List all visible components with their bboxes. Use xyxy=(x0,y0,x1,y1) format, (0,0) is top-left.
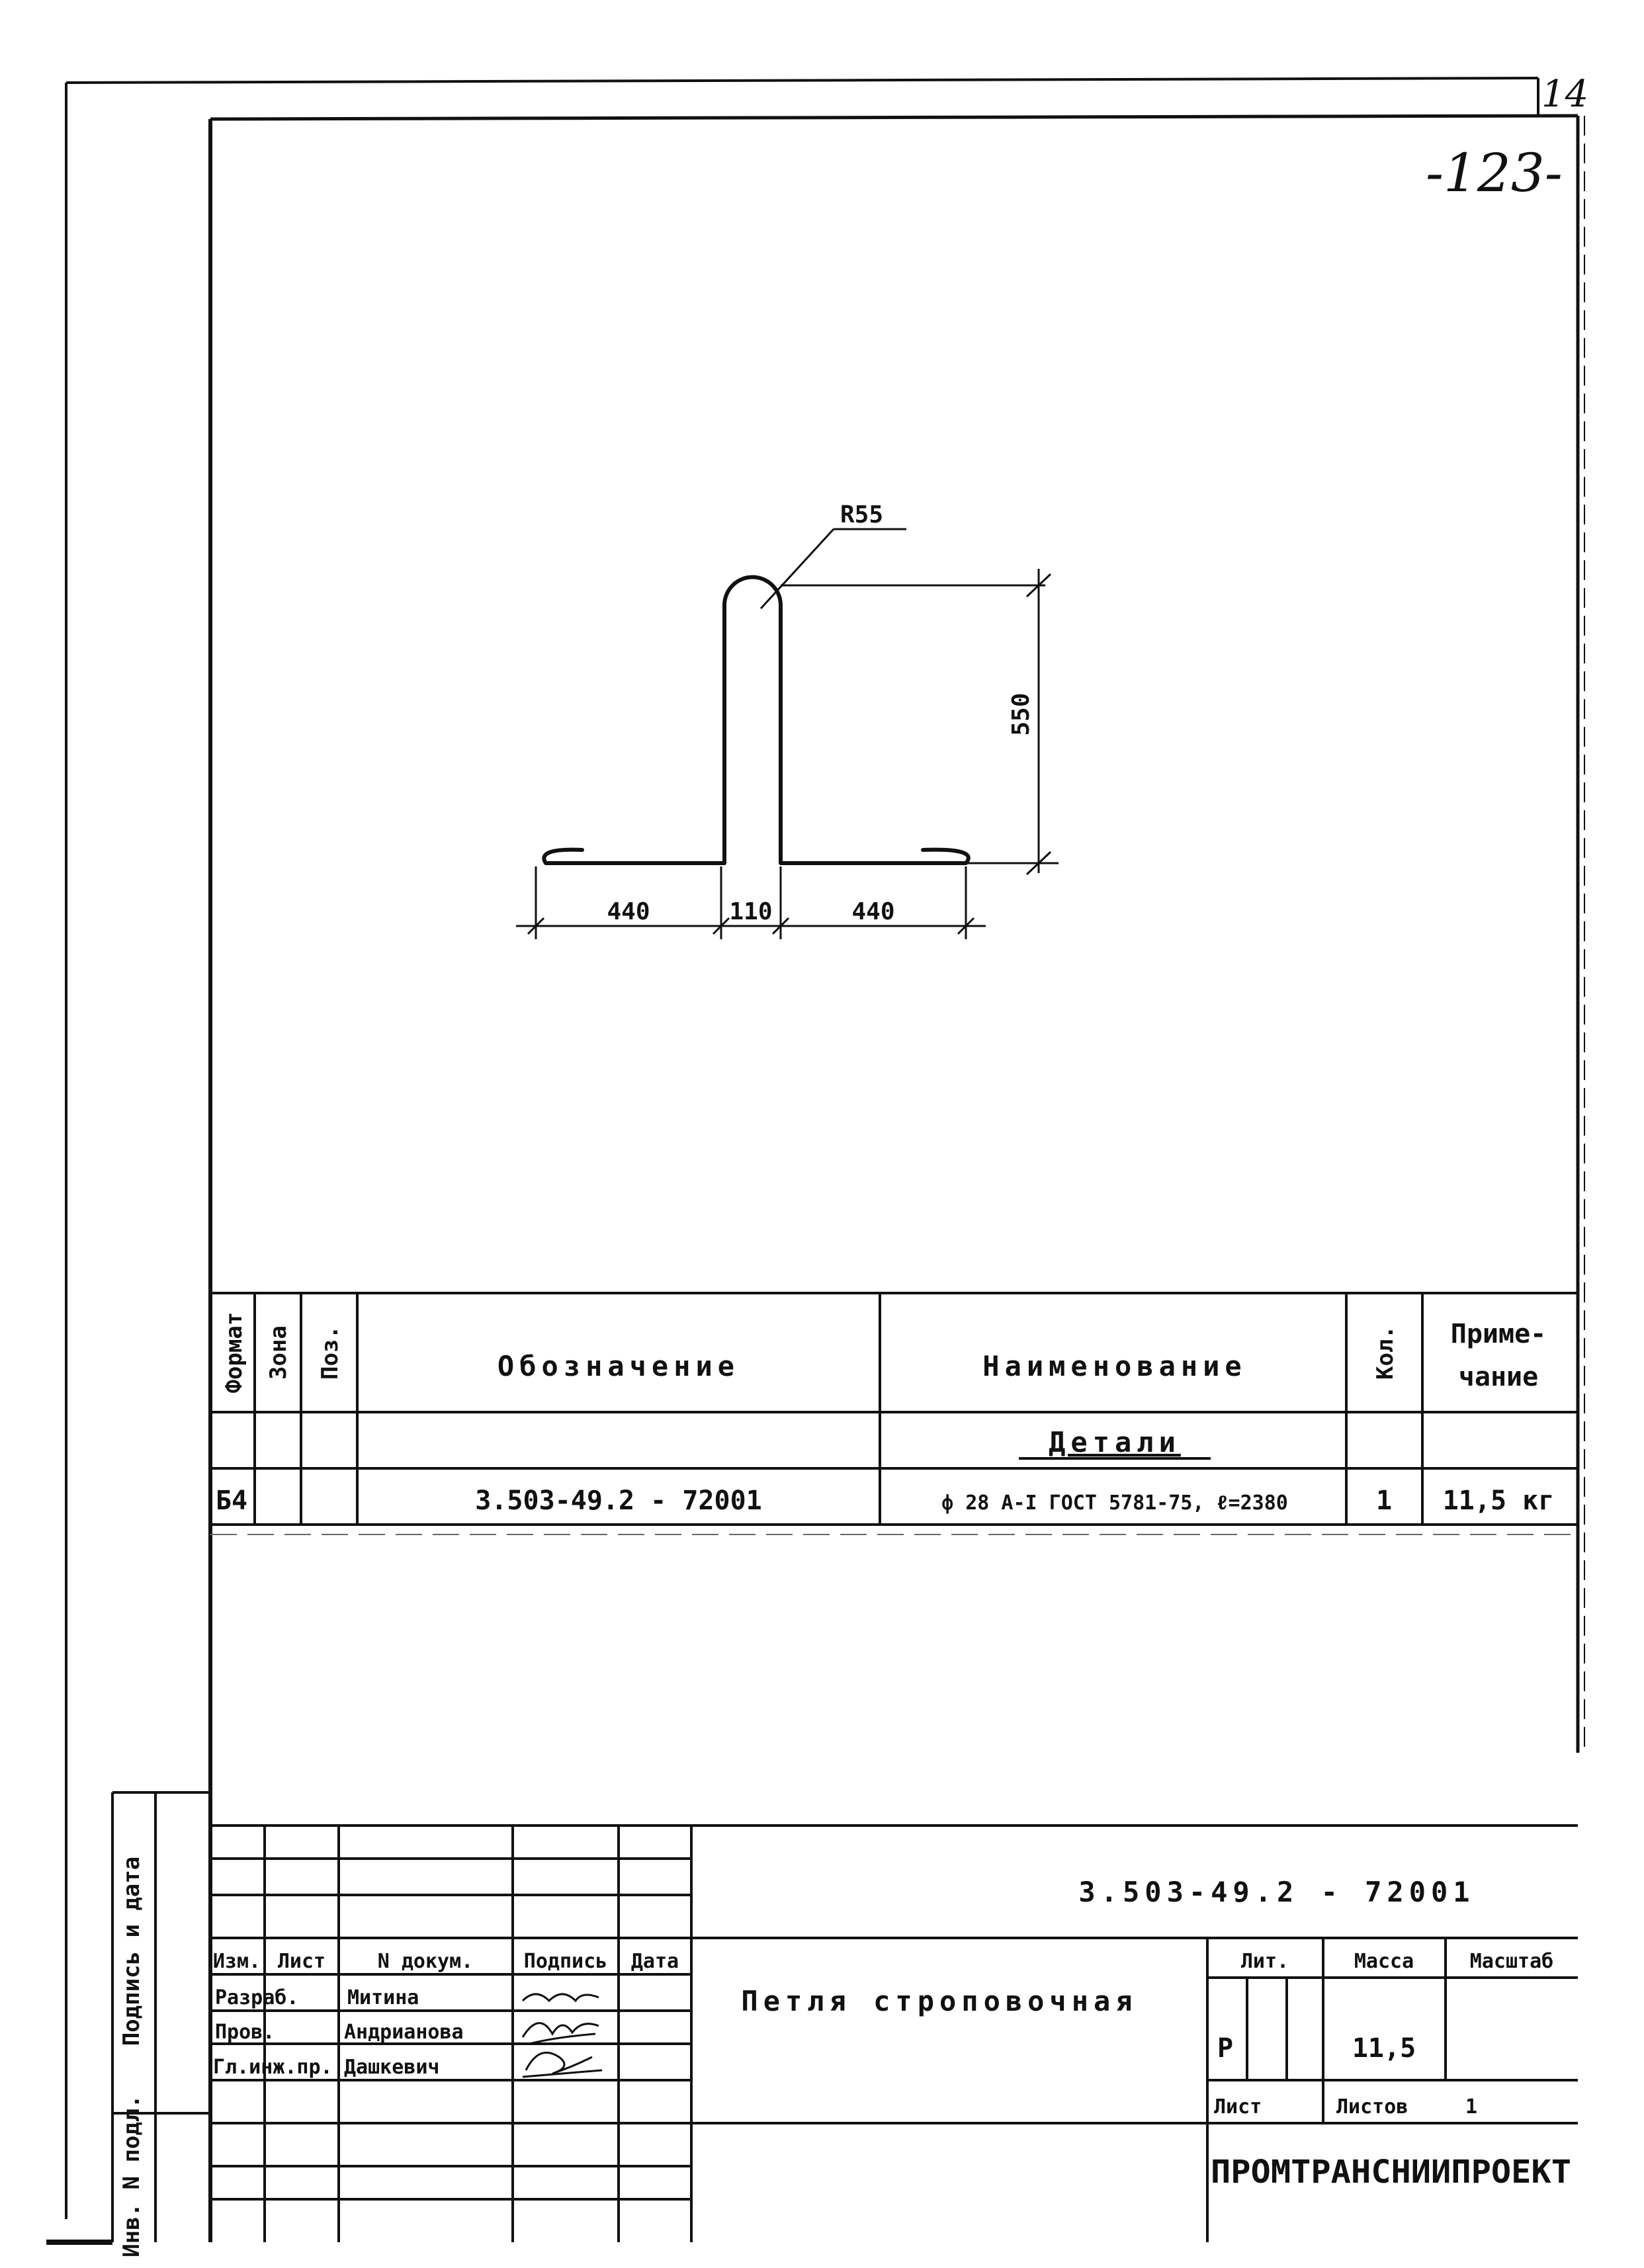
side-stamp-sign-date: Подпись и дата xyxy=(118,1856,145,2046)
sheet-frame xyxy=(46,78,1584,2242)
row-format: Б4 xyxy=(215,1486,248,1516)
dimensions xyxy=(516,529,1059,939)
header-designation: Обозначение xyxy=(497,1350,740,1382)
right-length-label: 440 xyxy=(851,898,895,925)
header-note-line1: Приме- xyxy=(1450,1319,1547,1349)
row-note: 11,5 кг xyxy=(1442,1486,1555,1516)
loop-outline xyxy=(544,577,968,863)
role-developer: Разраб. xyxy=(215,1986,299,2009)
mass-label: Масса xyxy=(1354,1950,1414,1973)
tb-header-date: Дата xyxy=(630,1950,679,1973)
scale-label: Масштаб xyxy=(1469,1950,1554,1973)
sheet-number: 14 xyxy=(1541,73,1589,116)
title-block-title: Петля строповочная xyxy=(741,1985,1138,2017)
tb-header-signature: Подпись xyxy=(523,1950,608,1973)
side-stamp-orig-inv: Инв. N подл. xyxy=(118,2095,145,2257)
tb-header-change: Изм. xyxy=(212,1950,261,1973)
mass-value: 11,5 xyxy=(1352,2033,1416,2064)
header-pos: Поз. xyxy=(317,1325,343,1380)
role-chief-engineer: Гл.инж.пр. xyxy=(213,2056,333,2079)
left-length-label: 440 xyxy=(607,898,650,925)
name-developer: Митина xyxy=(347,1986,419,2009)
row-qty: 1 xyxy=(1375,1486,1393,1516)
page-number: -123- xyxy=(1426,142,1563,204)
header-zone: Зона xyxy=(265,1325,292,1380)
header-name: Наименование xyxy=(982,1350,1247,1382)
header-qty: Кол. xyxy=(1372,1325,1399,1380)
name-chief-engineer: Дашкевич xyxy=(344,2056,440,2079)
header-note-line2: чание xyxy=(1458,1362,1539,1392)
row-name: ф 28 А-I ГОСТ 5781-75, ℓ=2380 xyxy=(941,1491,1288,1515)
sheet-label: Лист xyxy=(1214,2095,1262,2119)
sheets-value: 1 xyxy=(1465,2095,1478,2119)
loop-detail xyxy=(544,577,968,863)
lit-label: Лит. xyxy=(1240,1950,1289,1973)
title-block-code: 3.503-49.2 - 72001 xyxy=(1078,1876,1475,1908)
organization-name: ПРОМТРАНСНИИПРОЕКТ xyxy=(1211,2154,1571,2191)
tb-header-sheet: Лист xyxy=(277,1950,326,1973)
row-designation: 3.503-49.2 - 72001 xyxy=(475,1486,762,1516)
section-title: Детали xyxy=(1049,1426,1181,1458)
sheets-label: Листов xyxy=(1336,2095,1408,2119)
radius-label: R55 xyxy=(840,501,884,528)
handwritten-signatures xyxy=(523,1994,602,2077)
header-format: Формат xyxy=(221,1312,247,1394)
lit-value: Р xyxy=(1217,2033,1234,2064)
middle-width-label: 110 xyxy=(729,898,773,925)
name-checker: Андрианова xyxy=(344,2021,464,2044)
role-checker: Пров. xyxy=(215,2021,275,2044)
height-label: 550 xyxy=(1008,693,1035,736)
tb-header-doc-no: N докум. xyxy=(377,1950,474,1973)
